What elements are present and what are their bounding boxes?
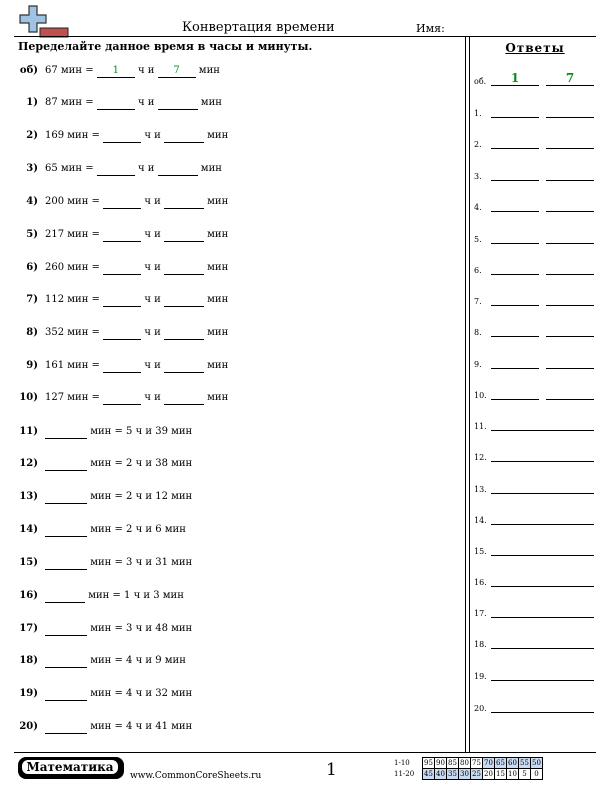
question-number: 20) [19, 721, 38, 732]
score-cell: 25 [472, 770, 481, 778]
answer-label: 4. [474, 203, 482, 212]
hours-blank[interactable] [103, 391, 141, 405]
answer-hours-blank[interactable] [491, 368, 539, 369]
question-number: 7) [26, 294, 38, 305]
hours-blank[interactable] [103, 261, 141, 275]
answer-minutes-blank[interactable] [546, 368, 594, 369]
unit-label: мин [200, 97, 222, 108]
answer-label: 15. [474, 547, 487, 556]
answer-example-minutes: 7 [546, 71, 594, 86]
score-row [394, 758, 543, 769]
and-label: ч и [144, 392, 161, 403]
brand-label: Математика [22, 760, 118, 774]
score-cell: 40 [436, 770, 445, 778]
score-cell: 0 [531, 769, 543, 780]
total-minutes-blank[interactable] [45, 622, 87, 636]
hours-blank[interactable] [103, 195, 141, 209]
question-number: 6) [26, 262, 38, 273]
unit-label: мин [207, 229, 229, 240]
total-minutes-blank[interactable] [45, 654, 87, 668]
answer-blank[interactable] [491, 648, 594, 649]
minutes-blank[interactable] [158, 162, 198, 176]
score-row-label: 11-20 [394, 770, 415, 778]
answer-row-14 [474, 509, 598, 525]
answer-row-15 [474, 540, 598, 556]
header-divider [14, 36, 596, 37]
answer-row-10 [474, 384, 598, 400]
score-row-label: 1-10 [394, 759, 410, 767]
answer-hours-blank[interactable] [491, 336, 539, 337]
total-minutes-blank[interactable] [45, 720, 87, 734]
question-number: 17) [19, 623, 38, 634]
total-minutes-blank[interactable] [45, 556, 87, 570]
answer-row-13 [474, 478, 598, 494]
and-label: ч и [144, 262, 161, 273]
answer-label: 6. [474, 266, 482, 275]
score-cell: 35 [448, 770, 457, 778]
answer-label: 11. [474, 422, 487, 431]
score-cell: 60 [508, 759, 517, 767]
and-label: ч и [137, 65, 155, 76]
answer-minutes-blank[interactable] [546, 148, 594, 149]
answer-label: 19. [474, 672, 487, 681]
answer-row-16 [474, 571, 598, 587]
answer-blank[interactable] [491, 430, 594, 431]
question-text: мин = 2 ч и 38 мин [90, 458, 193, 469]
hours-blank: 1 [97, 64, 135, 78]
question-number: 16) [19, 590, 38, 601]
unit-label: мин [200, 163, 222, 174]
question-text: мин = 2 ч и 12 мин [90, 491, 193, 502]
answer-label: 10. [474, 391, 487, 400]
score-cell: 70 [484, 759, 493, 767]
answer-label: 1. [474, 109, 482, 118]
answer-minutes-blank[interactable] [546, 399, 594, 400]
score-cell: 50 [532, 759, 541, 767]
answer-row-11 [474, 415, 598, 431]
answers-title: Ответы [505, 41, 565, 55]
site-url: www.CommonCoreSheets.ru [130, 771, 262, 781]
hours-blank[interactable] [97, 96, 135, 110]
and-label: ч и [137, 97, 155, 108]
minutes-given: 260 мин = [45, 262, 100, 273]
score-cell: 90 [436, 759, 445, 767]
answer-blank[interactable] [491, 712, 594, 713]
answer-minutes-blank[interactable] [546, 243, 594, 244]
answer-row-4 [474, 196, 598, 212]
answer-hours-blank[interactable] [491, 117, 539, 118]
minutes-blank[interactable] [164, 326, 204, 340]
answer-row-5 [474, 228, 598, 244]
worksheet-title: Конвертация времени [182, 20, 335, 35]
answer-row-6 [474, 259, 598, 275]
column-divider-right [469, 37, 470, 753]
question-number: 13) [19, 491, 38, 502]
minutes-blank[interactable] [164, 359, 204, 373]
question-text: мин = 5 ч и 39 мин [90, 426, 193, 437]
answer-row-17 [474, 602, 598, 618]
score-table [394, 757, 543, 780]
question-number: 19) [19, 688, 38, 699]
minutes-given: 67 мин = [45, 65, 94, 76]
answer-row-1 [474, 102, 598, 118]
answer-row-2 [474, 133, 598, 149]
answer-row-19 [474, 665, 598, 681]
score-cell: 75 [472, 759, 481, 767]
answer-label: 16. [474, 578, 487, 587]
hours-blank[interactable] [103, 293, 141, 307]
minutes-given: 127 мин = [45, 392, 100, 403]
score-cell: 10 [508, 770, 517, 778]
hours-blank[interactable] [97, 162, 135, 176]
total-minutes-blank[interactable] [45, 457, 87, 471]
answer-minutes-blank[interactable] [546, 117, 594, 118]
minutes-given: 217 мин = [45, 229, 100, 240]
answer-blank[interactable] [491, 617, 594, 618]
answer-example-hours: 1 [491, 71, 539, 86]
answer-hours-blank[interactable] [491, 180, 539, 181]
question-number: 12) [19, 458, 38, 469]
answer-blank[interactable] [491, 493, 594, 494]
answer-blank[interactable] [491, 461, 594, 462]
question-text: мин = 4 ч и 41 мин [90, 721, 193, 732]
minutes-blank[interactable] [164, 391, 204, 405]
hours-blank[interactable] [103, 359, 141, 373]
score-cell: 30 [460, 770, 469, 778]
answer-label: 13. [474, 485, 487, 494]
score-cell: 65 [496, 759, 505, 767]
answer-minutes-blank[interactable] [546, 211, 594, 212]
unit-label: мин [207, 360, 229, 371]
unit-label: мин [207, 327, 229, 338]
answer-label: 7. [474, 297, 482, 306]
question-number: 5) [26, 229, 38, 240]
and-label: ч и [144, 196, 161, 207]
unit-label: мин [207, 392, 229, 403]
answer-label: 20. [474, 704, 487, 713]
question-number: 4) [26, 196, 38, 207]
minutes-blank[interactable] [164, 228, 204, 242]
question-number: 1) [26, 97, 38, 108]
score-cell: 20 [484, 770, 493, 778]
answer-hours-blank[interactable] [491, 305, 539, 306]
answer-label: 17. [474, 609, 487, 618]
answer-blank[interactable] [491, 586, 594, 587]
score-cell: 95 [424, 759, 433, 767]
and-label: ч и [144, 130, 161, 141]
minutes-given: 65 мин = [45, 163, 94, 174]
and-label: ч и [144, 327, 161, 338]
answer-hours-blank[interactable] [491, 399, 539, 400]
unit-label: мин [207, 130, 229, 141]
answer-minutes-blank[interactable] [546, 305, 594, 306]
answer-example [474, 70, 598, 86]
question-text: мин = 1 ч и 3 мин [88, 590, 184, 601]
score-cell: 45 [424, 770, 433, 778]
answer-hours-blank[interactable] [491, 211, 539, 212]
answer-label: 12. [474, 453, 487, 462]
answer-label: 9. [474, 360, 482, 369]
score-cell: 55 [520, 759, 529, 767]
question-number: об) [19, 65, 38, 76]
footer-divider [14, 752, 596, 753]
and-label: ч и [137, 163, 155, 174]
and-label: ч и [144, 360, 161, 371]
answer-row-18 [474, 633, 598, 649]
minutes-blank[interactable] [164, 293, 204, 307]
unit-label: мин [207, 196, 229, 207]
score-cell: 85 [448, 759, 457, 767]
question-number: 10) [19, 392, 38, 403]
brand-badge [18, 757, 124, 779]
answer-blank[interactable] [491, 555, 594, 556]
score-cell: 5 [519, 769, 531, 780]
minutes-blank: 7 [158, 64, 196, 78]
and-label: ч и [144, 294, 161, 305]
question-number: 14) [19, 524, 38, 535]
minutes-given: 352 мин = [45, 327, 100, 338]
question-number: 3) [26, 163, 38, 174]
plus-logo-icon [18, 4, 70, 38]
answer-row-20 [474, 697, 598, 713]
answer-blank[interactable] [491, 680, 594, 681]
question-number: 11) [19, 426, 38, 437]
minutes-blank[interactable] [164, 261, 204, 275]
answer-label: 18. [474, 640, 487, 649]
question-text: мин = 2 ч и 6 мин [90, 524, 186, 535]
answer-minutes-blank[interactable] [546, 336, 594, 337]
hours-blank[interactable] [103, 228, 141, 242]
answer-label: 5. [474, 235, 482, 244]
question-text: мин = 3 ч и 48 мин [90, 623, 193, 634]
score-cell: 15 [496, 770, 505, 778]
minutes-blank[interactable] [164, 195, 204, 209]
answer-label: 8. [474, 328, 482, 337]
page-number: 1 [326, 760, 337, 780]
minutes-given: 87 мин = [45, 97, 94, 108]
answer-hours-blank[interactable] [491, 148, 539, 149]
total-minutes-blank[interactable] [45, 425, 87, 439]
answer-minutes-blank[interactable] [546, 274, 594, 275]
answer-row-9 [474, 353, 598, 369]
score-row [394, 769, 543, 780]
answer-row-8 [474, 321, 598, 337]
answer-label: об. [474, 77, 487, 86]
minutes-given: 161 мин = [45, 360, 100, 371]
answer-label: 14. [474, 516, 487, 525]
question-text: мин = 4 ч и 32 мин [90, 688, 193, 699]
unit-label: мин [207, 294, 229, 305]
answer-row-7 [474, 290, 598, 306]
minutes-blank[interactable] [158, 96, 198, 110]
answer-hours-blank[interactable] [491, 243, 539, 244]
question-text: мин = 3 ч и 31 мин [90, 557, 193, 568]
hours-blank[interactable] [103, 326, 141, 340]
answer-blank[interactable] [491, 524, 594, 525]
question-number: 8) [26, 327, 38, 338]
answer-label: 3. [474, 172, 482, 181]
answer-label: 2. [474, 140, 482, 149]
minutes-given: 200 мин = [45, 196, 100, 207]
answer-row-12 [474, 446, 598, 462]
total-minutes-blank[interactable] [45, 687, 87, 701]
minutes-given: 169 мин = [45, 130, 100, 141]
answer-row-3 [474, 165, 598, 181]
total-minutes-blank[interactable] [45, 589, 85, 603]
question-number: 2) [26, 130, 38, 141]
and-label: ч и [144, 229, 161, 240]
instruction: Переделайте данное время в часы и минуты. [18, 40, 313, 53]
name-label: Имя: [416, 22, 445, 35]
question-number: 15) [19, 557, 38, 568]
total-minutes-blank[interactable] [45, 523, 87, 537]
answer-hours-blank[interactable] [491, 274, 539, 275]
score-cell: 80 [460, 759, 469, 767]
total-minutes-blank[interactable] [45, 490, 87, 504]
column-divider-left [465, 37, 466, 753]
minutes-blank[interactable] [164, 129, 204, 143]
unit-label: мин [198, 65, 220, 76]
question-text: мин = 4 ч и 9 мин [90, 655, 186, 666]
question-number: 9) [26, 360, 38, 371]
hours-blank[interactable] [103, 129, 141, 143]
unit-label: мин [207, 262, 229, 273]
answer-minutes-blank[interactable] [546, 180, 594, 181]
question-number: 18) [19, 655, 38, 666]
minutes-given: 112 мин = [45, 294, 100, 305]
